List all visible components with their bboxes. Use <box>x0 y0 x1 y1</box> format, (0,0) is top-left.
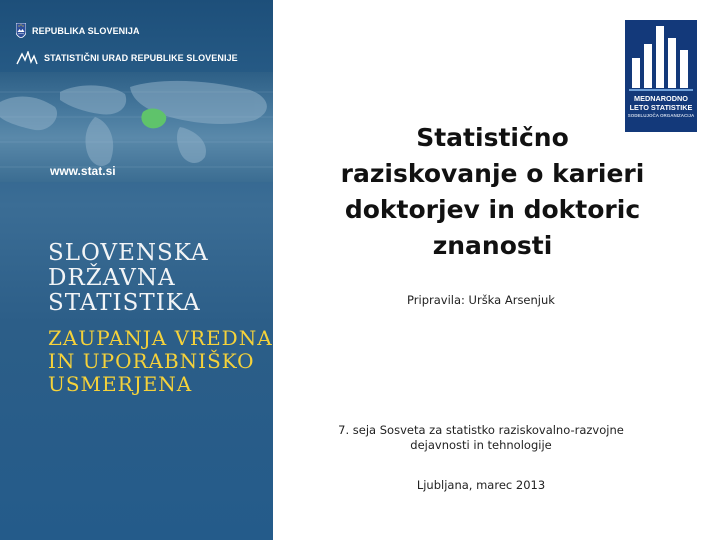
org-line: SLOVENSKA <box>48 240 209 266</box>
meeting-info <box>300 423 662 453</box>
surs-logo-icon <box>16 51 38 65</box>
world-map <box>0 72 273 182</box>
motto <box>48 327 273 396</box>
statistics-year-logo-graphic <box>625 20 697 92</box>
motto-line: IN UPORABNIŠKO <box>48 349 255 373</box>
country-header <box>16 23 140 38</box>
org-line: DRŽAVNA <box>48 265 176 291</box>
title-line: Statistično <box>416 123 569 152</box>
meeting-line: dejavnosti in tehnologije <box>410 438 552 452</box>
organization-name <box>48 241 209 316</box>
author-line: Pripravila: Urška Arsenjuk <box>407 293 555 307</box>
motto-line: ZAUPANJA VREDNA <box>48 326 273 350</box>
meeting-line: 7. seja Sosveta za statistko raziskovalno-razvojne <box>338 423 624 437</box>
place-and-date: Ljubljana, marec 2013 <box>416 478 546 492</box>
org-line: STATISTIKA <box>48 290 201 316</box>
coat-of-arms-icon <box>16 23 26 38</box>
office-header <box>16 51 238 65</box>
title-line: raziskovanje o karieri <box>340 159 645 188</box>
title-line: znanosti <box>432 231 553 260</box>
country-name: REPUBLIKA SLOVENIJA <box>32 25 140 36</box>
statistics-year-logo <box>625 20 697 132</box>
logo-line: SODELUJOČA ORGANIZACIJA <box>627 113 695 118</box>
logo-line: MEDNARODNO <box>634 94 688 103</box>
left-branding-panel <box>0 0 273 540</box>
office-name: STATISTIČNI URAD REPUBLIKE SLOVENIJE <box>44 53 238 63</box>
title-line: doktorjev in doktoric <box>344 195 641 224</box>
slide-title <box>300 120 685 264</box>
motto-line: USMERJENA <box>48 372 193 396</box>
logo-line: LETO STATISTIKE <box>629 103 693 112</box>
website-url[interactable]: www.stat.si <box>50 164 116 178</box>
